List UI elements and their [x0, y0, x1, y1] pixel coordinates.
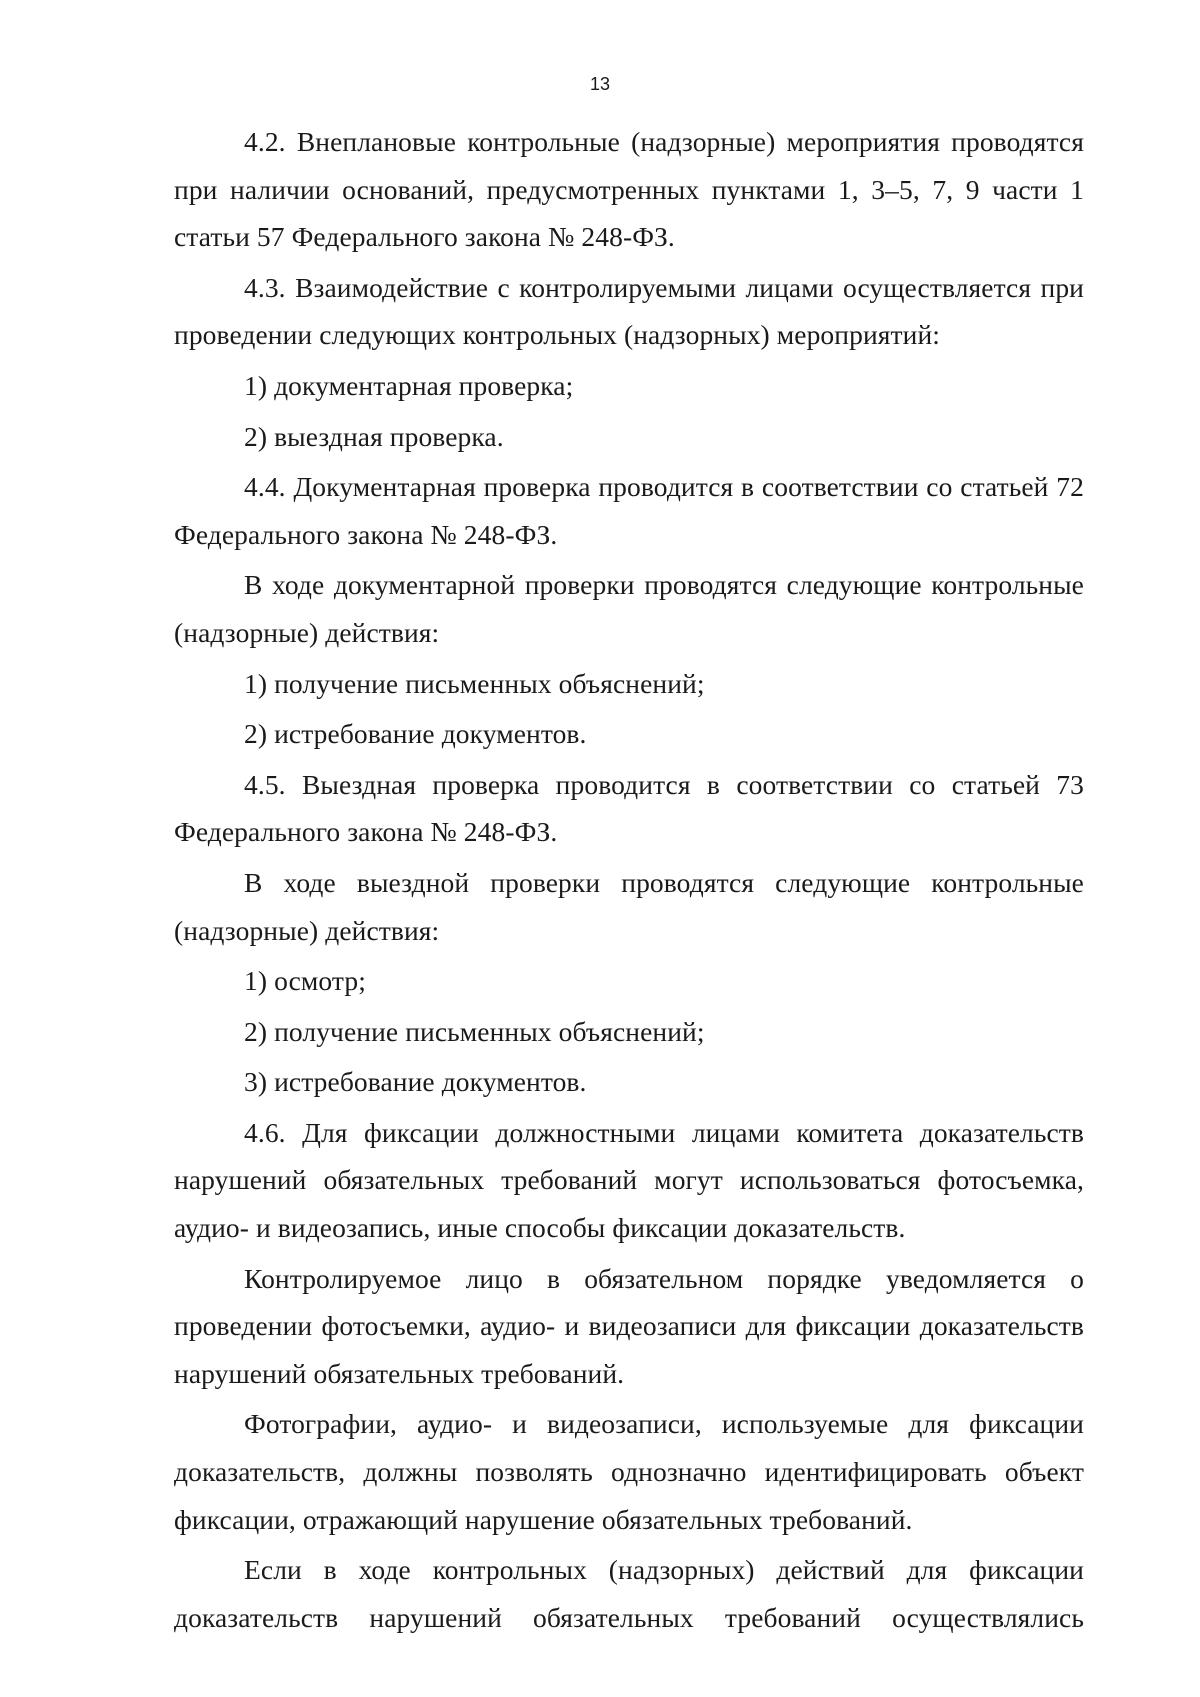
paragraph: В ходе документарной проверки проводятся следующие контрольные (надзорные) действия:: [174, 569, 1084, 648]
document-body: [174, 118, 1084, 1644]
list-item: 1) осмотр;: [244, 965, 366, 997]
paragraph-4-4: 4.4. Документарная проверка проводится в соответствии со статьей 72 Федерального закона № 248-ФЗ.: [174, 471, 1084, 550]
paragraph-4-3: 4.3. Взаимодействие с контролируемыми лицами осуществляется при проведении следующих контрольных (надзорных) мероприятий:: [174, 271, 1084, 351]
paragraph: Фотографии, аудио- и видеозаписи, используемые для фиксации доказательств, должны позволять однозначно идентифицировать объект фиксации, отражающий нарушение обязательных требований.: [174, 1408, 1084, 1535]
paragraph-continued: Если в ходе контрольных (надзорных) действий для фиксации доказательств нарушений обязательных требований осуществлялись: [174, 1554, 1084, 1633]
paragraph-4-5: 4.5. Выездная проверка проводится в соответствии со статьей 73 Федерального закона № 248-ФЗ.: [174, 768, 1084, 848]
list-item: 1) документарная проверка;: [244, 369, 574, 401]
list-item: 2) выездная проверка.: [244, 420, 504, 452]
paragraph: В ходе выездной проверки проводятся следующие контрольные (надзорные) действия:: [174, 866, 1084, 946]
list-item: 2) получение письменных объяснений;: [244, 1015, 705, 1047]
list-item: 2) истребование документов.: [244, 718, 587, 750]
paragraph-4-2: 4.2. Внеплановые контрольные (надзорные) мероприятия проводятся при наличии оснований, предусмотренных пунктами 1, 3–5, 7, 9 части 1 статьи 57 Федерального закона № 248-ФЗ.: [174, 126, 1084, 253]
paragraph-4-6: 4.6. Для фиксации должностными лицами комитета доказательств нарушений обязательных требований могут использоваться фотосъемка, аудио- и видеозапись, иные способы фиксации доказательств.: [174, 1116, 1084, 1244]
list-item: 3) истребование документов.: [244, 1066, 587, 1098]
page-number: 13: [589, 74, 611, 94]
paragraph: Контролируемое лицо в обязательном порядке уведомляется о проведении фотосъемки, аудио- и видеозаписи для фиксации доказательств нарушений обязательных требований.: [174, 1262, 1084, 1389]
list-item: 1) получение письменных объяснений;: [244, 667, 705, 699]
